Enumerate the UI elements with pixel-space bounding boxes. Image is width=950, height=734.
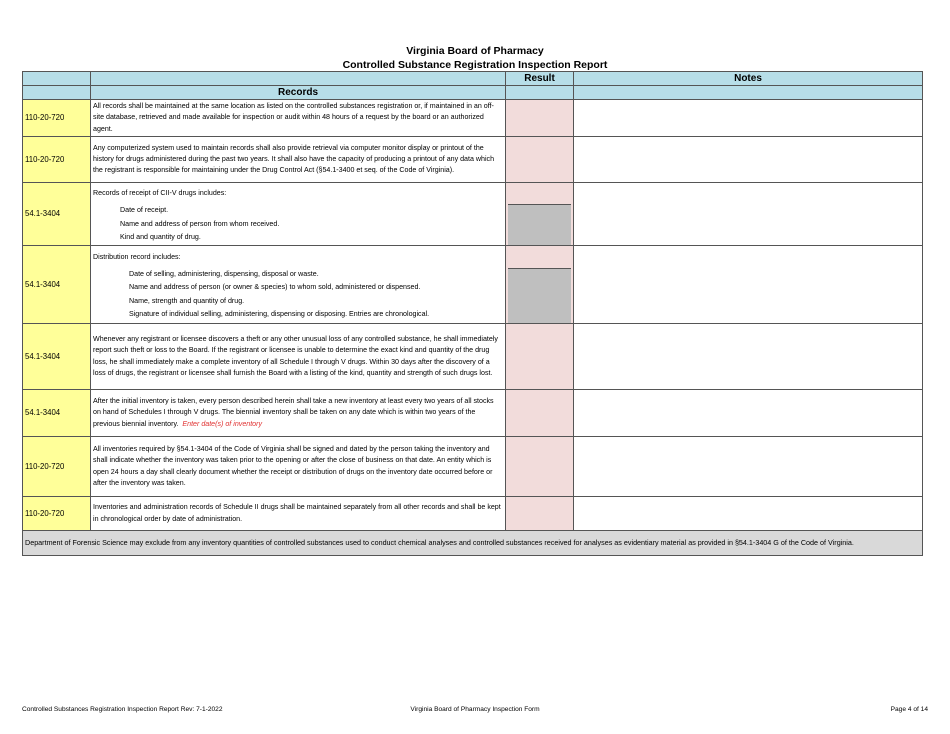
footer-note-row <box>23 531 923 556</box>
column-header-row <box>23 72 923 86</box>
section-notes-cell <box>574 86 923 100</box>
requirement-text: Any computerized system used to maintain records shall also provide retrieval via computer monitor display or printout of the history for drugs administered during the past two years. It shall also have the capacity of producing a printout of any data which the registrant is responsible for maintaining under the Drug Control Act (§54.1-3400 et seq. of the Code of Virginia). <box>91 137 506 183</box>
requirement-item: Date of receipt. <box>120 206 169 215</box>
result-cell[interactable] <box>506 183 574 246</box>
footer-page-number: Page 4 of 14 <box>890 706 928 713</box>
result-cell[interactable] <box>506 137 574 183</box>
result-disabled-area <box>508 268 571 323</box>
requirement-body: After the initial inventory is taken, every person described herein shall take a new inventory at least every two years of all stocks on hand of Schedules I through V drugs. The biennial inventory shall be taken on any date which is within two years of the previous biennial inventory. <box>93 397 494 428</box>
result-cell[interactable] <box>506 497 574 531</box>
result-cell[interactable] <box>506 390 574 437</box>
records-table <box>22 71 923 556</box>
regulation-code: 54.1-3404 <box>23 390 91 437</box>
result-cell[interactable] <box>506 437 574 497</box>
table-row <box>23 437 923 497</box>
requirement-lead: Distribution record includes: <box>93 252 181 261</box>
header-notes: Notes <box>574 72 923 86</box>
requirement-text <box>91 390 506 437</box>
requirement-item: Name and address of person from whom received. <box>120 219 280 228</box>
table-row <box>23 246 923 324</box>
report-title-block <box>0 44 950 72</box>
table-row <box>23 324 923 390</box>
notes-cell[interactable] <box>574 100 923 137</box>
report-subtitle: Controlled Substance Registration Inspection Report <box>342 59 608 71</box>
requirement-text: Inventories and administration records of Schedule II drugs shall be maintained separately from all other records and shall be kept in chronological order by date of administration. <box>91 497 506 531</box>
header-blank-cell <box>91 72 506 86</box>
notes-cell[interactable] <box>574 437 923 497</box>
forensic-exclusion-note: Department of Forensic Science may exclude from any inventory quantities of controlled substances used to conduct chemical analyses and controlled substances received for analyses as evidentiary material as provided in §54.1-3404 G of the Code of Virginia. <box>23 531 923 556</box>
table-row <box>23 137 923 183</box>
table-row <box>23 497 923 531</box>
requirement-lead: Records of receipt of CII-V drugs includes: <box>93 188 227 197</box>
requirement-text <box>91 183 506 246</box>
section-result-cell <box>506 86 574 100</box>
section-title: Records <box>91 86 506 100</box>
notes-cell[interactable] <box>574 497 923 531</box>
table-row <box>23 183 923 246</box>
regulation-code: 110-20-720 <box>23 137 91 183</box>
footer-form-name: Virginia Board of Pharmacy Inspection Form <box>410 706 540 713</box>
result-input-area[interactable] <box>508 246 571 268</box>
notes-cell[interactable] <box>574 137 923 183</box>
footer-revision: Controlled Substances Registration Inspection Report Rev: 7-1-2022 <box>22 706 223 713</box>
result-cell[interactable] <box>506 324 574 390</box>
result-disabled-area <box>508 204 571 245</box>
requirement-item: Signature of individual selling, administering, dispensing or disposing. Entries are chronological. <box>129 309 430 318</box>
regulation-code: 54.1-3404 <box>23 183 91 246</box>
requirement-item: Name and address of person (or owner & species) to whom sold, administered or dispensed. <box>129 283 421 292</box>
requirement-text: Whenever any registrant or licensee discovers a theft or any other unusual loss of any controlled substance, he shall immediately report such theft or loss to the Board. If the registrant or licensee is unable to determine the exact kind and quantity of the drug loss, he shall immediately make a complete inventory of all Schedule I through V drugs. Within 30 days after the discovery of a loss of drugs, the registrant or licensee shall furnish the Board with a listing of the kind, quantity and strength of such drugs lost. <box>91 324 506 390</box>
regulation-code: 110-20-720 <box>23 100 91 137</box>
section-row <box>23 86 923 100</box>
notes-cell[interactable] <box>574 183 923 246</box>
notes-cell[interactable] <box>574 390 923 437</box>
report-title: Virginia Board of Pharmacy <box>406 45 544 57</box>
result-cell[interactable] <box>506 246 574 324</box>
requirement-item: Date of selling, administering, dispensing, disposal or waste. <box>129 270 319 279</box>
result-input-area[interactable] <box>508 183 571 204</box>
header-result: Result <box>506 72 574 86</box>
header-code-cell <box>23 72 91 86</box>
regulation-code: 110-20-720 <box>23 497 91 531</box>
requirement-text: All records shall be maintained at the same location as listed on the controlled substances registration or, if maintained in an off-site database, retrieved and made available for inspection or audit within 48 hours of a request by the board or an authorized agent. <box>91 100 506 137</box>
regulation-code: 54.1-3404 <box>23 246 91 324</box>
requirement-item: Kind and quantity of drug. <box>120 232 201 241</box>
requirement-text <box>91 246 506 324</box>
table-row <box>23 100 923 137</box>
section-code-cell <box>23 86 91 100</box>
requirement-text: All inventories required by §54.1-3404 of the Code of Virginia shall be signed and dated by the person taking the inventory and shall indicate whether the inventory was taken prior to the opening or after the close of business on that date. An entity which is open 24 hours a day shall clearly document whether the receipt or distribution of drugs on the inventory date occurred before or after the inventory was taken. <box>91 437 506 497</box>
regulation-code: 54.1-3404 <box>23 324 91 390</box>
notes-cell[interactable] <box>574 324 923 390</box>
regulation-code: 110-20-720 <box>23 437 91 497</box>
inventory-date-note: Enter date(s) of inventory <box>182 419 263 428</box>
result-cell[interactable] <box>506 100 574 137</box>
table-row <box>23 390 923 437</box>
requirement-item: Name, strength and quantity of drug. <box>129 296 245 305</box>
notes-cell[interactable] <box>574 246 923 324</box>
